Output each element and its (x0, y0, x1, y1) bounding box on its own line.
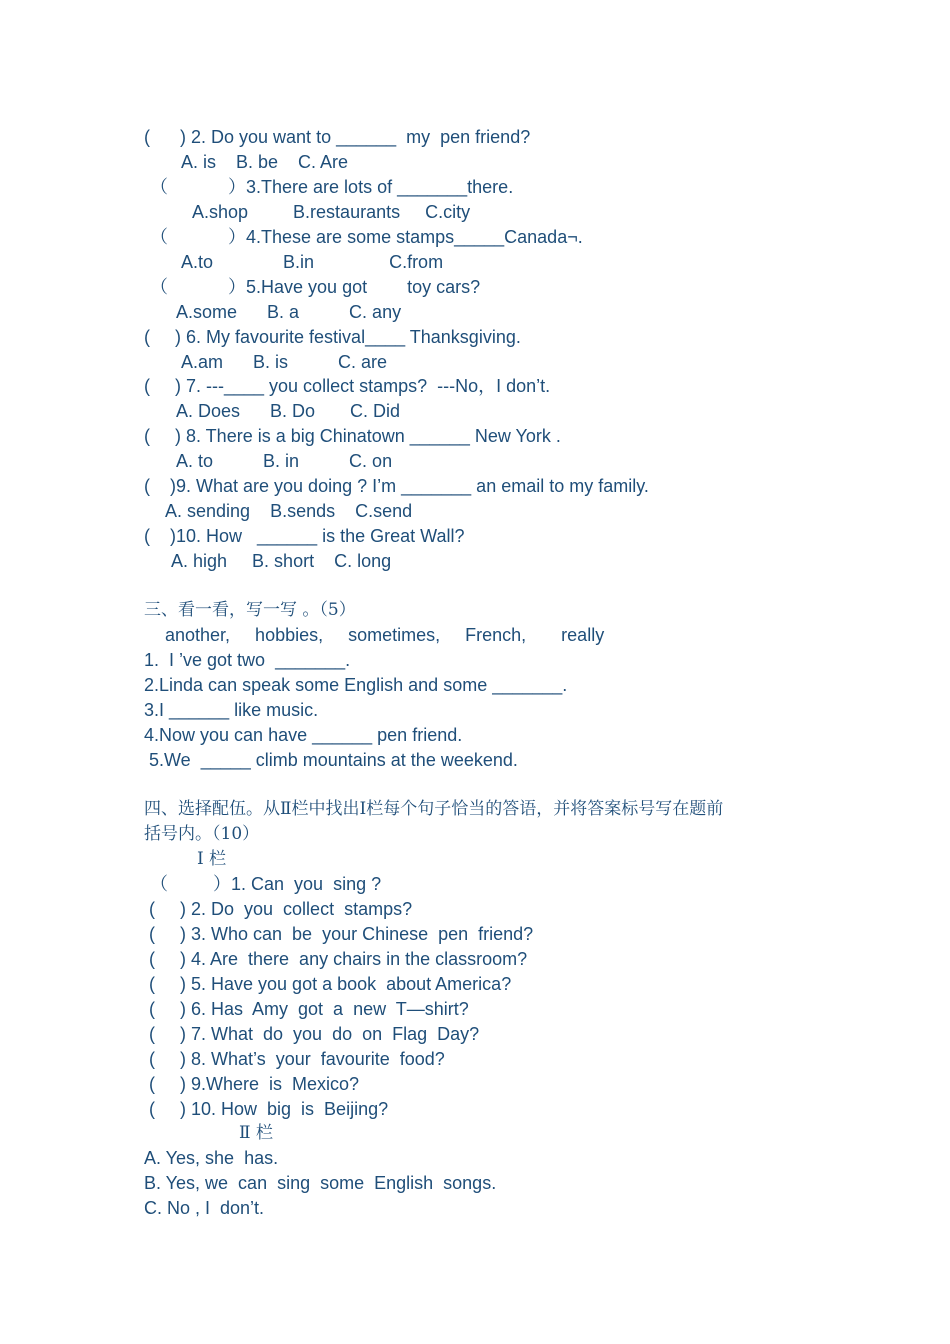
question-4: （ ）4.These are some stamps_____Canada¬. (150, 227, 583, 247)
section-3-heading: 三、看一看，写一写 。（5） (144, 600, 356, 620)
options-3: A.shop B.restaurants C.city (192, 202, 471, 222)
answer-c: C. No , I don’t. (144, 1198, 265, 1218)
fill-item-1: 1. I ’ve got two _______. (144, 650, 351, 670)
question-5: （ ）5.Have you got toy cars? (150, 277, 481, 297)
column-2-label: Ⅱ 栏 (239, 1123, 273, 1143)
match-item-2: ( ) 2. Do you collect stamps? (144, 899, 413, 919)
question-3: （ ）3.There are lots of _______there. (150, 177, 514, 197)
question-6: ( ) 6. My favourite festival____ Thanksgiving. (144, 327, 521, 347)
question-2: ( ) 2. Do you want to ______ my pen friend? (144, 127, 531, 147)
answer-b: B. Yes, we can sing some English songs. (144, 1173, 497, 1193)
match-item-3: ( ) 3. Who can be your Chinese pen friend? (144, 924, 534, 944)
fill-item-4: 4.Now you can have ______ pen friend. (144, 725, 463, 745)
options-5: A.some B. a C. any (176, 302, 402, 322)
section-4-heading-line1: 四、选择配伍。从Ⅱ栏中找出Ⅰ栏每个句子恰当的答语，并将答案标号写在题前 (144, 799, 724, 819)
options-7: A. Does B. Do C. Did (176, 401, 401, 421)
match-item-1: （ ）1. Can you sing ? (150, 874, 382, 894)
options-10: A. high B. short C. long (171, 551, 392, 571)
options-2: A. is B. be C. Are (181, 152, 349, 172)
options-8: A. to B. in C. on (176, 451, 393, 471)
fill-item-2: 2.Linda can speak some English and some _______. (144, 675, 568, 695)
options-6: A.am B. is C. are (181, 352, 388, 372)
section-4-heading-line2: 括号内。（10） (144, 824, 260, 844)
question-7: ( ) 7. ---____ you collect stamps? ---No，I don’t. (144, 376, 551, 396)
word-bank: another, hobbies, sometimes, French, really (165, 625, 605, 645)
options-9: A. sending B.sends C.send (165, 501, 413, 521)
match-item-10: ( ) 10. How big is Beijing? (144, 1099, 389, 1119)
question-10: ( )10. How ______ is the Great Wall? (144, 526, 465, 546)
match-item-8: ( ) 8. What’s your favourite food? (144, 1049, 445, 1069)
match-item-4: ( ) 4. Are there any chairs in the classroom? (144, 949, 528, 969)
question-8: ( ) 8. There is a big Chinatown ______ New York . (144, 426, 561, 446)
column-1-label: Ⅰ 栏 (197, 849, 227, 869)
answer-a: A. Yes, she has. (144, 1148, 279, 1168)
match-item-9: ( ) 9.Where is Mexico? (144, 1074, 360, 1094)
fill-item-3: 3.I ______ like music. (144, 700, 319, 720)
match-item-6: ( ) 6. Has Amy got a new T—shirt? (144, 999, 469, 1019)
question-9: ( )9. What are you doing ? I’m _______ an email to my family. (144, 476, 649, 496)
match-item-7: ( ) 7. What do you do on Flag Day? (144, 1024, 480, 1044)
options-4: A.to B.in C.from (181, 252, 444, 272)
fill-item-5: 5.We _____ climb mountains at the weekend. (144, 750, 518, 770)
match-item-5: ( ) 5. Have you got a book about America? (144, 974, 512, 994)
